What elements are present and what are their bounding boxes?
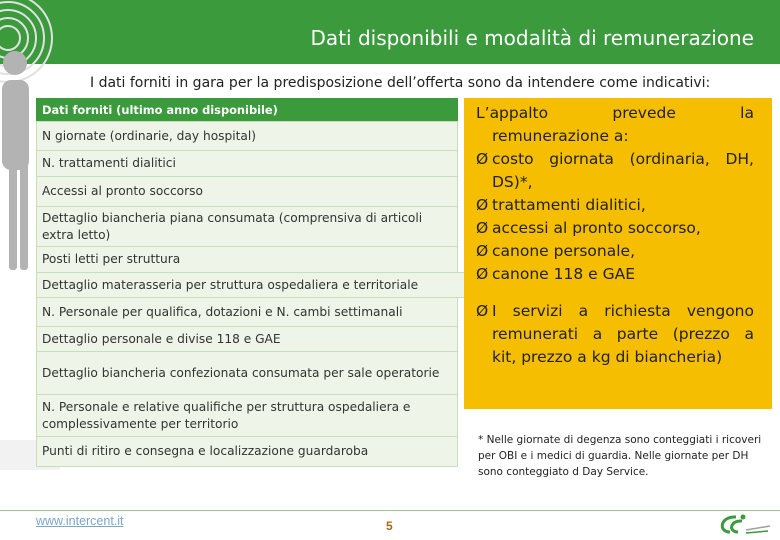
- table-row: Dettaglio materasseria per struttura ospedaliera e territoriale: [36, 272, 476, 298]
- remuneration-item-text: accessi al pronto soccorso,: [492, 219, 701, 237]
- remuneration-item-text: DS)*,: [492, 173, 533, 191]
- page-number: 5: [386, 519, 393, 533]
- table-row: Dettaglio personale e divise 118 e GAE: [36, 326, 458, 352]
- table-header: Dati forniti (ultimo anno disponibile): [36, 98, 458, 122]
- arrow-bullet-icon: Ø: [476, 302, 489, 320]
- remuneration-item-text: costo giornata (ordinaria, DH,: [492, 150, 754, 168]
- arrow-bullet-icon: Ø: [476, 150, 489, 168]
- arrow-bullet-icon: Ø: [476, 219, 489, 237]
- remuneration-extra-text: remunerati a parte (prezzo a: [492, 325, 754, 343]
- table-row: N. Personale e relative qualifiche per struttura ospedaliera e complessivamente per territorio: [36, 394, 458, 437]
- table-row: N. trattamenti dialitici: [36, 150, 458, 177]
- remuneration-item: [476, 217, 754, 240]
- header-band: [0, 0, 780, 64]
- remuneration-item-text: canone personale,: [492, 242, 636, 260]
- table-row: Dettaglio biancheria piana consumata (comprensiva di articoli extra letto): [36, 206, 458, 247]
- intercent-logo-icon: [716, 512, 772, 538]
- table-row: Posti letti per struttura: [36, 246, 458, 273]
- remuneration-extra-text: kit, prezzo a kg di biancheria): [492, 348, 723, 366]
- remuneration-extra-text: I servizi a richiesta vengono: [492, 302, 754, 320]
- arrow-bullet-icon: Ø: [476, 265, 489, 283]
- remuneration-item: [476, 194, 754, 217]
- remuneration-item: [476, 263, 754, 286]
- remuneration-item-text: canone 118 e GAE: [492, 265, 635, 283]
- remuneration-intro-line: remunerazione a:: [492, 127, 629, 145]
- remuneration-intro-line: L’appalto prevede la: [476, 104, 754, 122]
- table-row: N. Personale per qualifica, dotazioni e N. cambi settimanali: [36, 297, 458, 327]
- data-table: [36, 99, 458, 467]
- slide-title: Dati disponibili e modalità di remunerazione: [310, 26, 754, 50]
- footnote: * Nelle giornate di degenza sono conteggiati i ricoveri per OBI e i medici di guardia. Nelle giornate per DH sono conteggiato d Day Service.: [478, 434, 762, 478]
- arrow-bullet-icon: Ø: [476, 242, 489, 260]
- table-row: N giornate (ordinarie, day hospital): [36, 121, 458, 151]
- remuneration-box: [464, 98, 772, 409]
- remuneration-item: [476, 240, 754, 263]
- remuneration-item-text: trattamenti dialitici,: [492, 196, 646, 214]
- arrow-bullet-icon: Ø: [476, 196, 489, 214]
- footer-divider: [0, 510, 780, 511]
- remuneration-extra: [476, 300, 754, 323]
- table-row: Dettaglio biancheria confezionata consumata per sale operatorie: [36, 351, 458, 395]
- website-link[interactable]: www.intercent.it: [36, 514, 124, 528]
- table-row: Accessi al pronto soccorso: [36, 176, 458, 207]
- table-row: Punti di ritiro e consegna e localizzazione guardaroba: [36, 436, 458, 467]
- remuneration-item: [476, 148, 754, 171]
- intro-text: I dati forniti in gara per la predisposizione dell’offerta sono da intendere come indicativi:: [90, 75, 711, 91]
